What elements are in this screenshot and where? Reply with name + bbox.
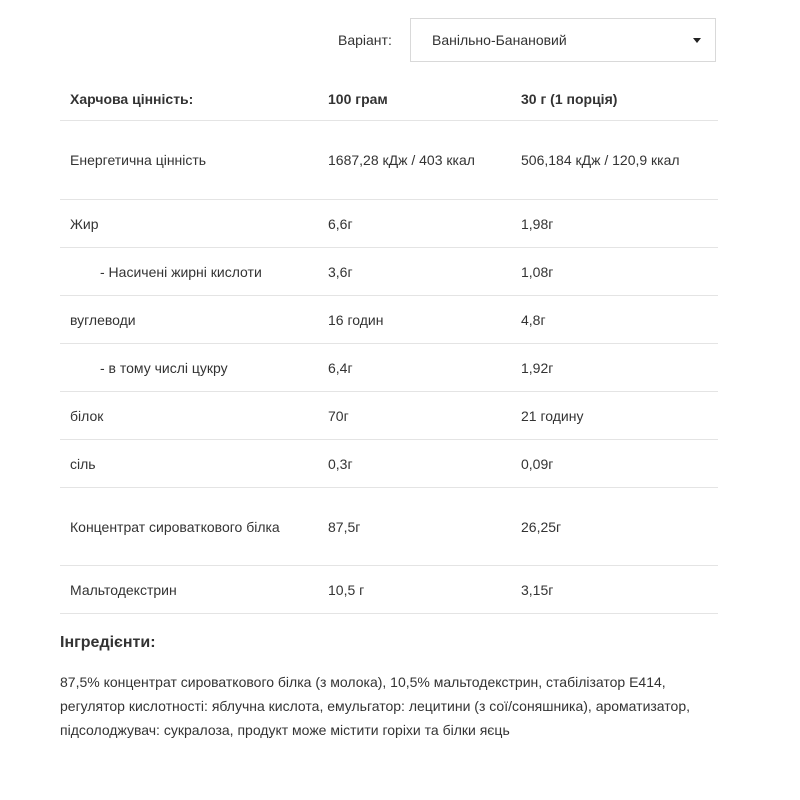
table-header-row: [60, 78, 718, 121]
header-per-100g: 100 грам: [318, 78, 511, 121]
header-nutrition-value: Харчова цінність:: [60, 78, 318, 121]
table-row: [60, 488, 718, 566]
row-name: Концентрат сироваткового білка: [60, 488, 318, 566]
table-row: [60, 392, 718, 440]
row-per-serving: 1,08г: [511, 248, 718, 296]
ingredients-text: 87,5% концентрат сироваткового білка (з молока), 10,5% мальтодекстрин, стабілізатор E414, регулятор кислотності: яблучна кислота, емульгатор: лецитини (з сої/соняшника), ароматизатор, підсолоджувач: сукралоза, продукт може містити горіхи та білки яєць: [60, 674, 691, 738]
variant-dropdown[interactable]: [410, 18, 716, 62]
row-per-serving: 21 годину: [511, 392, 718, 440]
row-per-serving: 0,09г: [511, 440, 718, 488]
row-per100: 6,4г: [318, 344, 511, 392]
row-per-serving: 1,98г: [511, 200, 718, 248]
row-per-serving: 3,15г: [511, 566, 718, 614]
row-name: сіль: [60, 440, 318, 488]
variant-label: Варіант:: [338, 32, 392, 48]
row-per100: 0,3г: [318, 440, 511, 488]
row-per-serving: 26,25г: [511, 488, 718, 566]
variant-selected-value: Ванільно-Банановий: [432, 32, 567, 48]
table-row: [60, 440, 718, 488]
table-row: [60, 344, 718, 392]
header-per-serving: 30 г (1 порція): [511, 78, 718, 121]
ingredients-title: Інгредієнти:: [60, 634, 156, 651]
table-row: [60, 200, 718, 248]
row-per-serving: 4,8г: [511, 296, 718, 344]
row-name: - Насичені жирні кислоти: [60, 248, 318, 296]
row-per100: 16 годин: [318, 296, 511, 344]
row-per100: 3,6г: [318, 248, 511, 296]
row-per-serving: 1,92г: [511, 344, 718, 392]
row-per100: 6,6г: [318, 200, 511, 248]
row-name: білок: [60, 392, 318, 440]
row-name: Жир: [60, 200, 318, 248]
nutrition-table: [60, 78, 718, 614]
row-name: вуглеводи: [60, 296, 318, 344]
variant-selector-row: [338, 17, 716, 63]
table-row: [60, 566, 718, 614]
row-per100: 70г: [318, 392, 511, 440]
caret-down-icon: [693, 38, 701, 43]
row-per100: 10,5 г: [318, 566, 511, 614]
table-row: [60, 248, 718, 296]
row-name: Мальтодекстрин: [60, 566, 318, 614]
row-name: Енергетична цінність: [60, 121, 318, 200]
table-row: [60, 121, 718, 200]
row-per100: 1687,28 кДж / 403 ккал: [318, 121, 511, 200]
table-row: [60, 296, 718, 344]
row-name: - в тому числі цукру: [60, 344, 318, 392]
row-per100: 87,5г: [318, 488, 511, 566]
row-per-serving: 506,184 кДж / 120,9 ккал: [511, 121, 718, 200]
